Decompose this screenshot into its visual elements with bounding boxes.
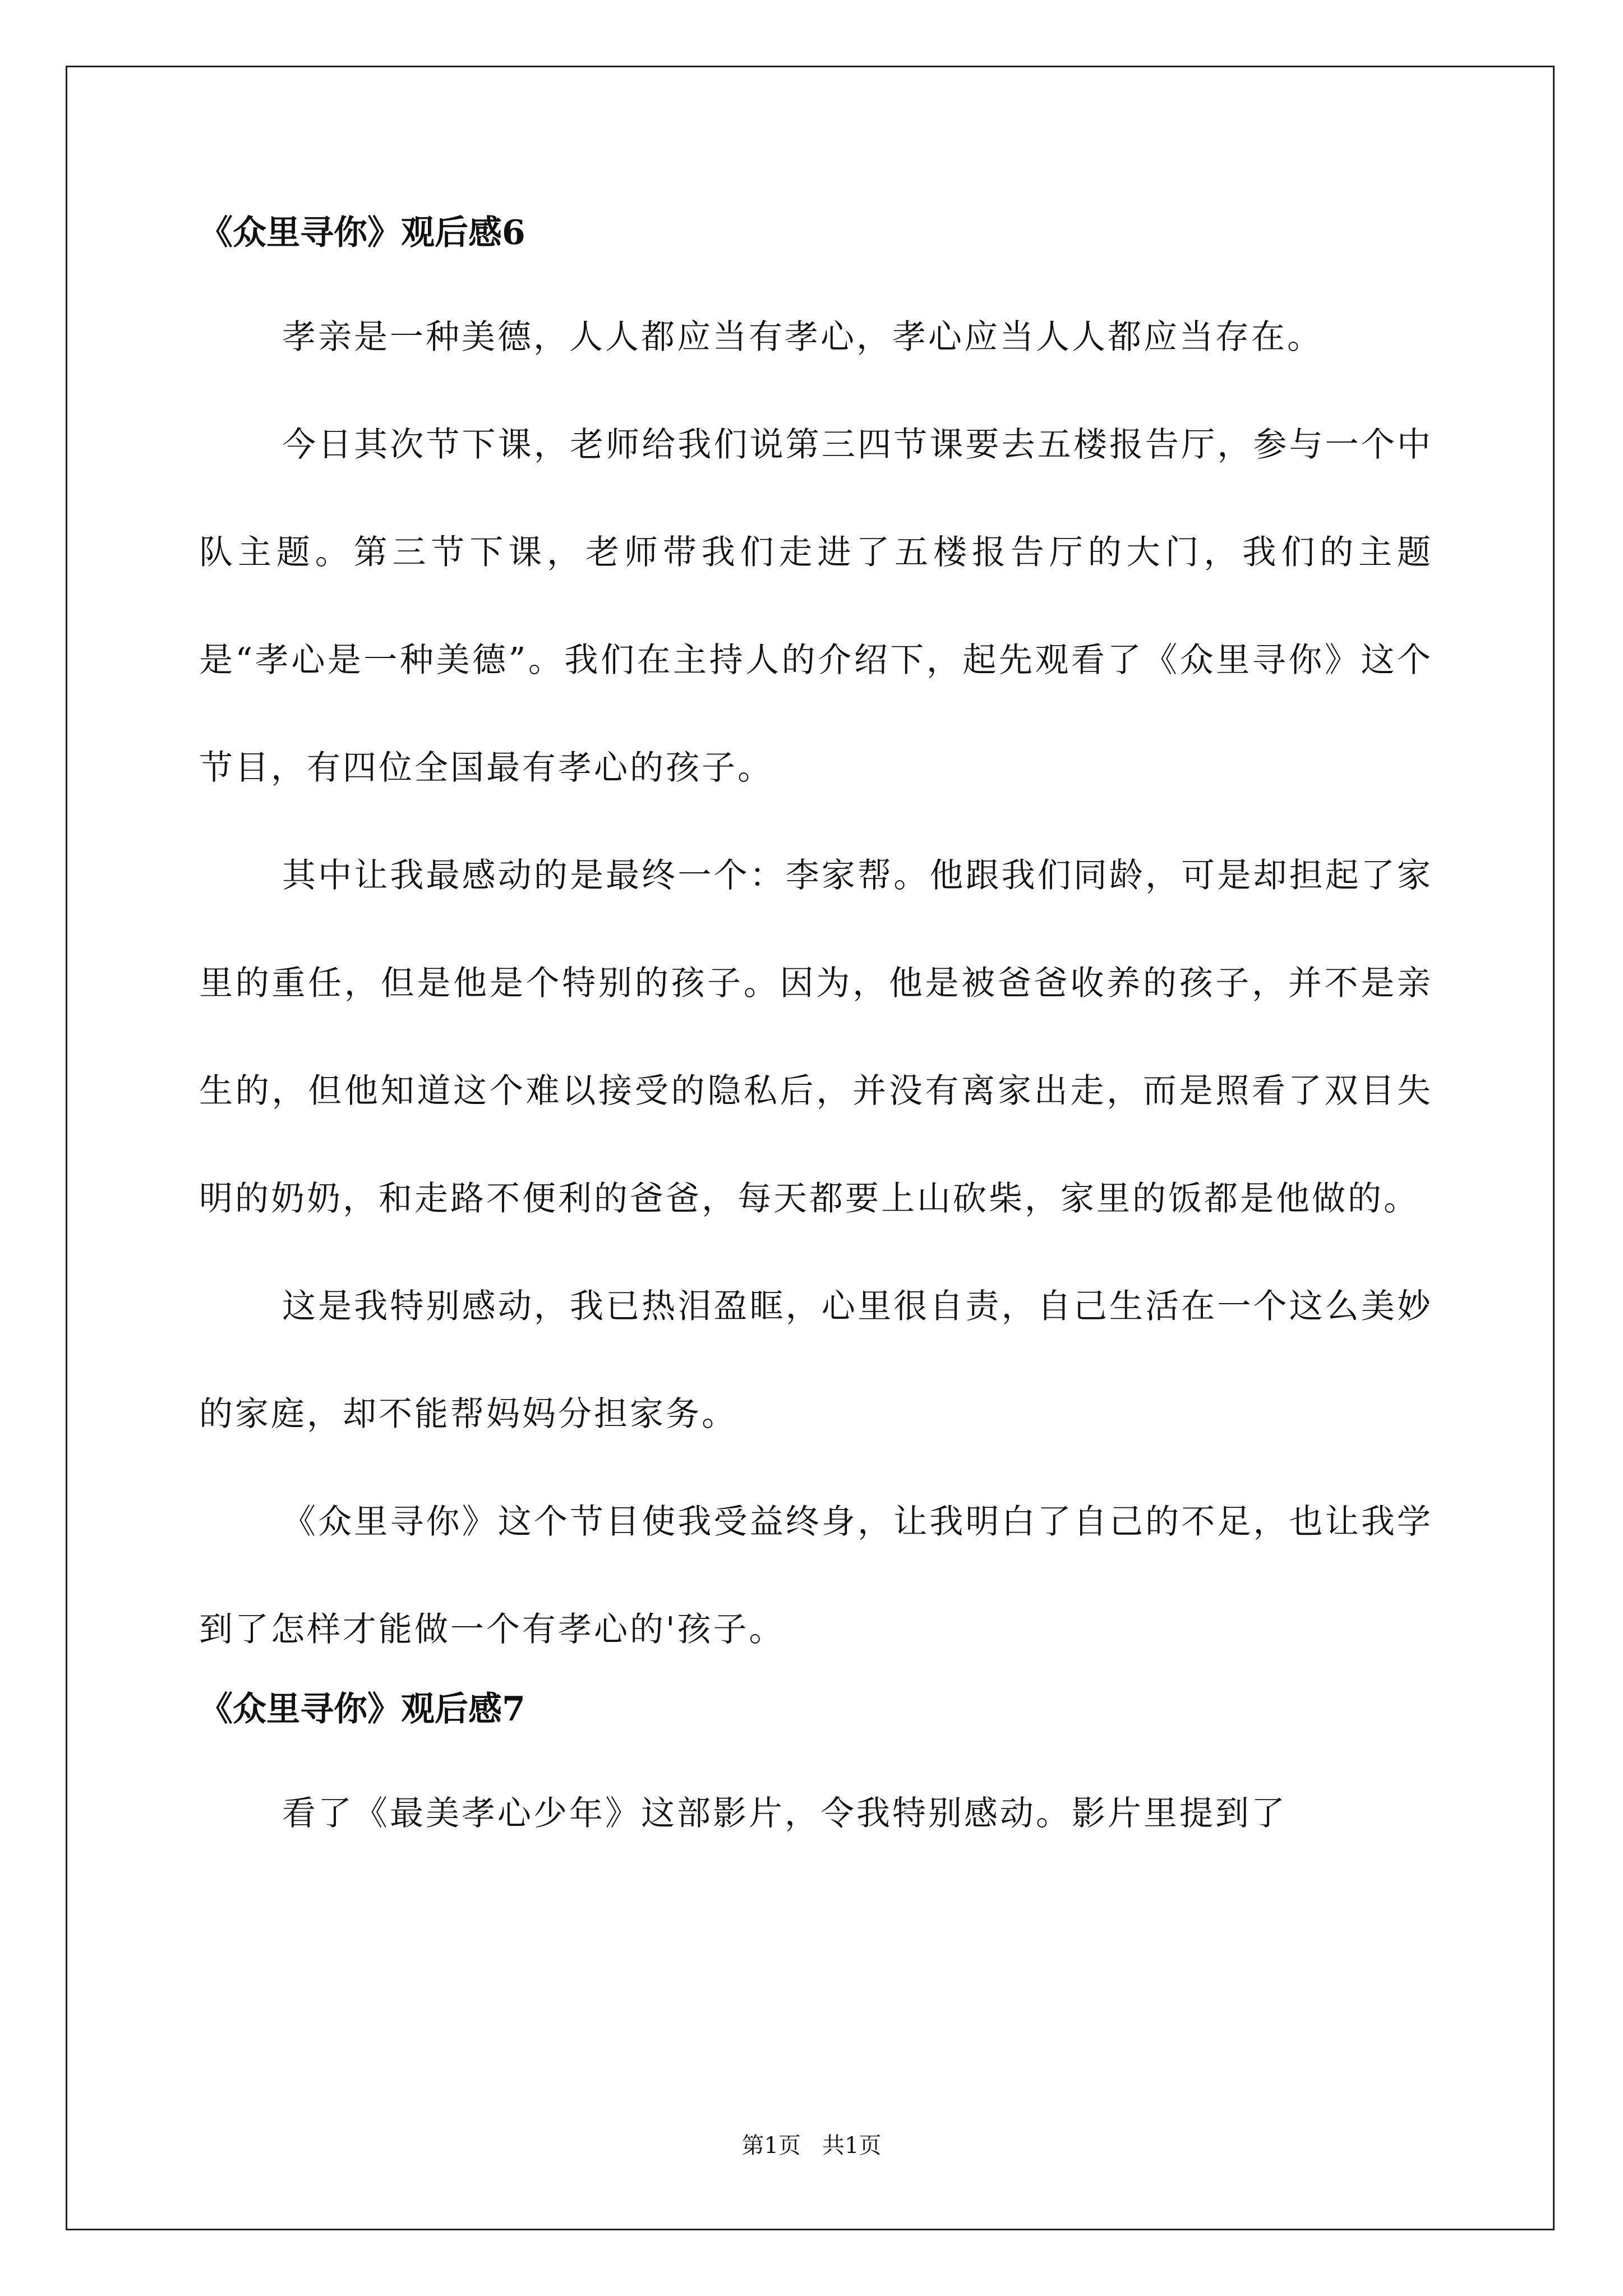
section-heading: 《众里寻你》观后感6 (199, 213, 525, 252)
paragraph: 今日其次节下课，老师给我们说第三四节课要去五楼报告厅，参与一个中队主题。第三节下课，老师带我们走进了五楼报告厅的大门，我们的主题是“孝心是一种美德”。我们在主持人的介绍下，起先观看了《众里寻你》这个节目，有四位全国最有孝心的孩子。 (199, 425, 1433, 788)
section-1 (199, 210, 1433, 1683)
paragraph: 这是我特别感动，我已热泪盈眶，心里很自责，自己生活在一个这么美妙的家庭，却不能帮妈妈分担家务。 (199, 1287, 1433, 1434)
paragraph: 其中让我最感动的是最终一个：李家帮。他跟我们同龄，可是却担起了家里的重任，但是他是个特别的孩子。因为，他是被爸爸收养的孩子，并不是亲生的，但他知道这个难以接受的隐私后，并没有离家出走，而是照看了双目失明的奶奶，和走路不便利的爸爸，每天都要上山砍柴，家里的饭都是他做的。 (199, 856, 1433, 1218)
paragraph: 孝亲是一种美德，人人都应当有孝心，孝心应当人人都应当存在。 (282, 318, 1323, 357)
document-body (199, 210, 1433, 1867)
section-heading: 《众里寻你》观后感7 (199, 1690, 525, 1729)
paragraph: 看了《最美孝心少年》这部影片，令我特别感动。影片里提到了 (282, 1794, 1287, 1833)
page-footer: 第1页 共1页 (741, 2133, 882, 2159)
paragraph: 《众里寻你》这个节目使我受益终身，让我明白了自己的不足，也让我学到了怎样才能做一个有孝心的'孩子。 (199, 1502, 1433, 1649)
section-2 (199, 1687, 1433, 1867)
